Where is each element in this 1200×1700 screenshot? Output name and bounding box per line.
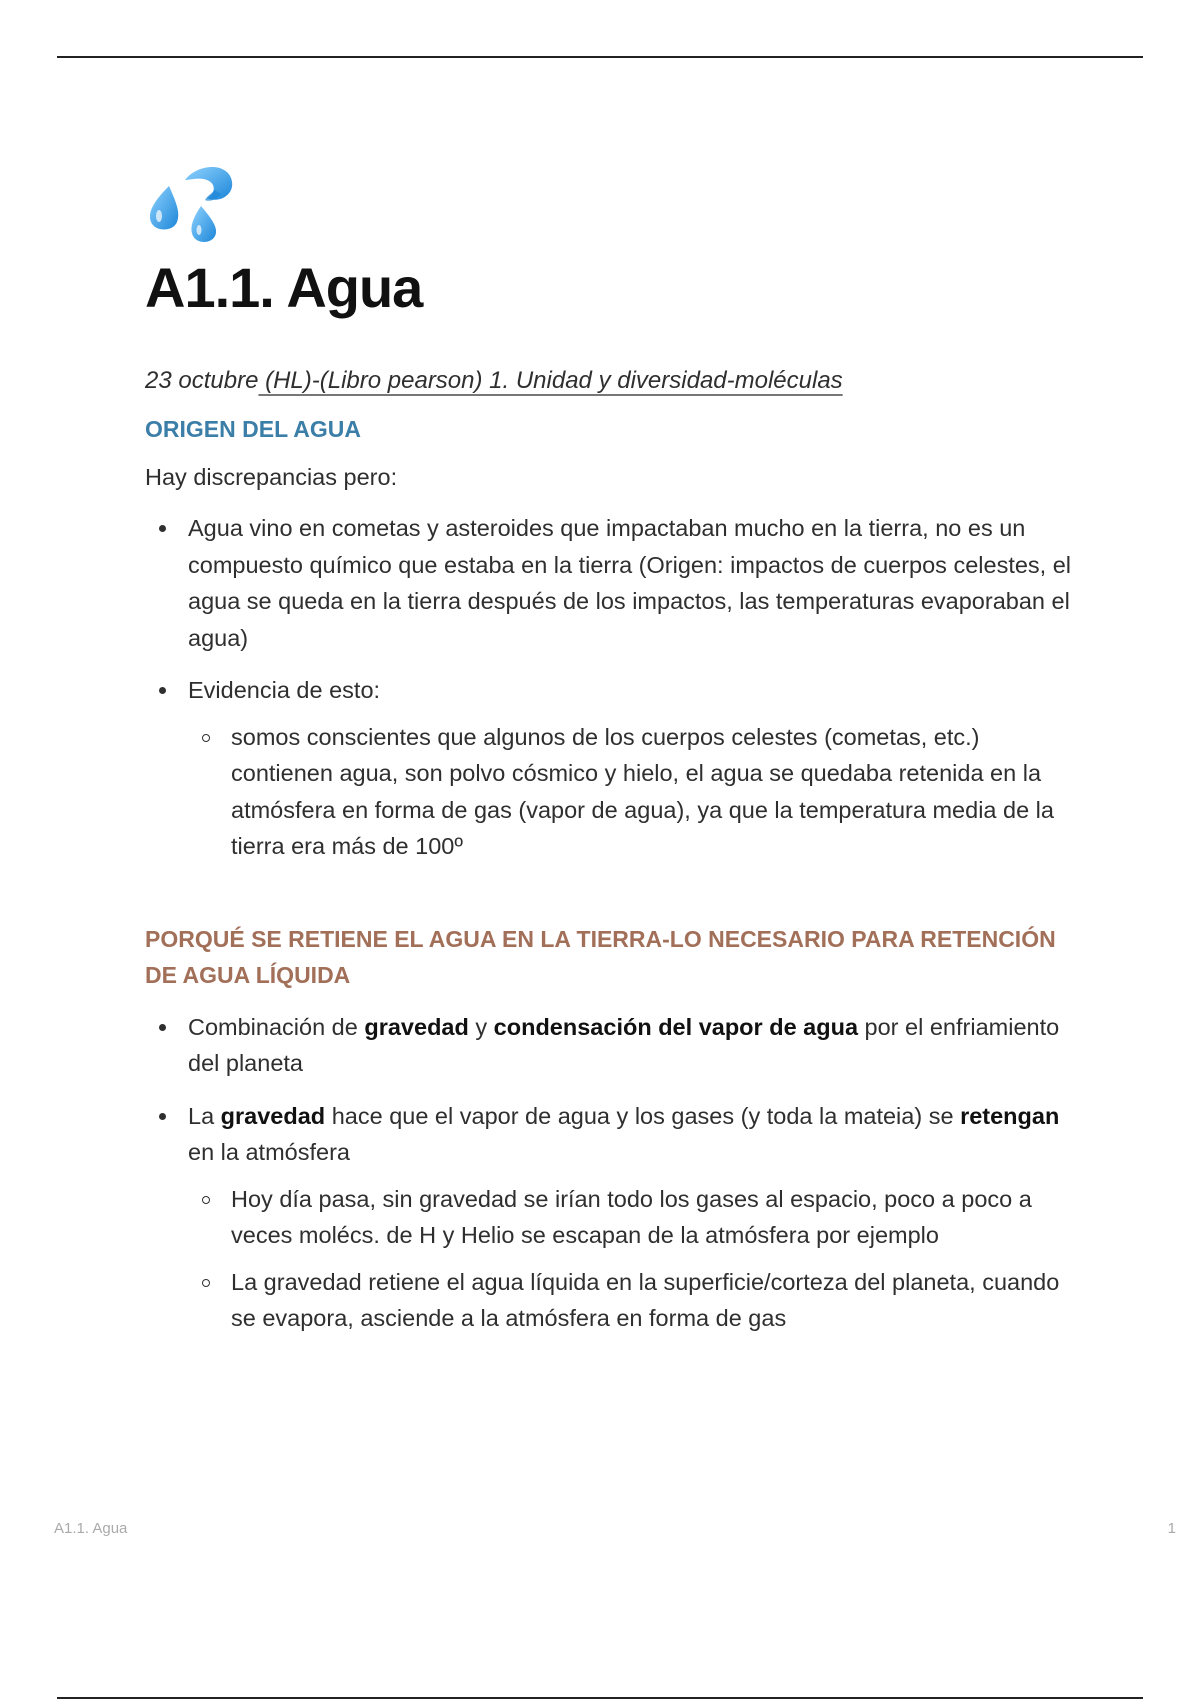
sweat-droplets-icon [145,160,235,250]
sub-list [188,1181,1085,1337]
top-rule [57,56,1143,58]
bullet-icon [159,525,166,532]
page-title: A1.1. Agua [145,256,423,319]
sub-list-item-text: somos conscientes que algunos de los cuerpos celestes (cometas, etc.) contienen agua, son polvo cósmico y hielo, el agua se quedaba retenida en la atmósfera en forma de gas (vapor de agua), ya que la temperatura media de la tierra era más de 100º [231,723,1054,859]
text-run: La [188,1102,221,1129]
bullet-icon [159,1113,166,1120]
list-item [145,510,1085,656]
footer-title: A1.1. Agua [54,1520,128,1537]
list-item-text: Agua vino en cometas y asteroides que impactaban mucho en la tierra, no es un compuesto químico que estaba en la tierra (Origen: impactos de cuerpos celestes, el agua se queda en la tierra después de los impactos, las temperaturas evaporaban el agua) [188,515,1072,651]
section-heading-origen: ORIGEN DEL AGUA [145,416,361,442]
list-item [145,1009,1085,1082]
text-run: hace que el vapor de agua y los gases (y toda la mateia) se [325,1102,961,1129]
page-meta [145,364,1085,398]
sub-list-item-text: La gravedad retiene el agua líquida en la superficie/corteza del planeta, cuando se evapora, asciende a la atmósfera en forma de gas [231,1268,1060,1331]
retencion-list [145,1009,1085,1337]
text-run: y [468,1013,494,1040]
bold-text: retengan [960,1102,1060,1129]
hollow-bullet-icon [202,1196,210,1204]
meta-date: 23 octubre [145,367,259,394]
sub-list-item [188,1264,1085,1337]
origen-list [145,510,1085,865]
bold-text: gravedad [220,1102,326,1129]
list-item [145,672,1085,865]
text-run: por el enfriamiento del planeta [188,1013,1060,1076]
document-page [145,160,1085,1337]
sub-list-item-text: Hoy día pasa, sin gravedad se irían todo los gases al espacio, poco a poco a veces molécs. de H y Helio se escapan de la atmósfera por ejemplo [231,1185,1032,1248]
section-heading-retencion: PORQUÉ SE RETIENE EL AGUA EN LA TIERRA-LO NECESARIO PARA RETENCIÓN DE AGUA LÍQUIDA [145,925,1056,988]
bullet-icon [159,687,166,694]
bullet-icon [159,1024,166,1031]
sub-list [188,719,1085,865]
bold-text: condensación del vapor de agua [493,1013,859,1040]
hollow-bullet-icon [202,734,210,742]
page-number: 1 [1167,1520,1176,1537]
sub-list-item [188,1181,1085,1254]
bottom-rule [57,1697,1143,1699]
sub-list-item [188,719,1085,865]
text-run: en la atmósfera [188,1139,350,1165]
list-item-text: Evidencia de esto: [188,677,381,703]
section-intro: Hay discrepancias pero: [145,464,398,490]
text-run: Combinación de [188,1013,365,1040]
meta-link[interactable]: (HL)-(Libro pearson) 1. Unidad y diversidad-moléculas [258,367,843,394]
list-item [145,1098,1085,1337]
hollow-bullet-icon [202,1279,210,1287]
bold-text: gravedad [364,1013,469,1040]
